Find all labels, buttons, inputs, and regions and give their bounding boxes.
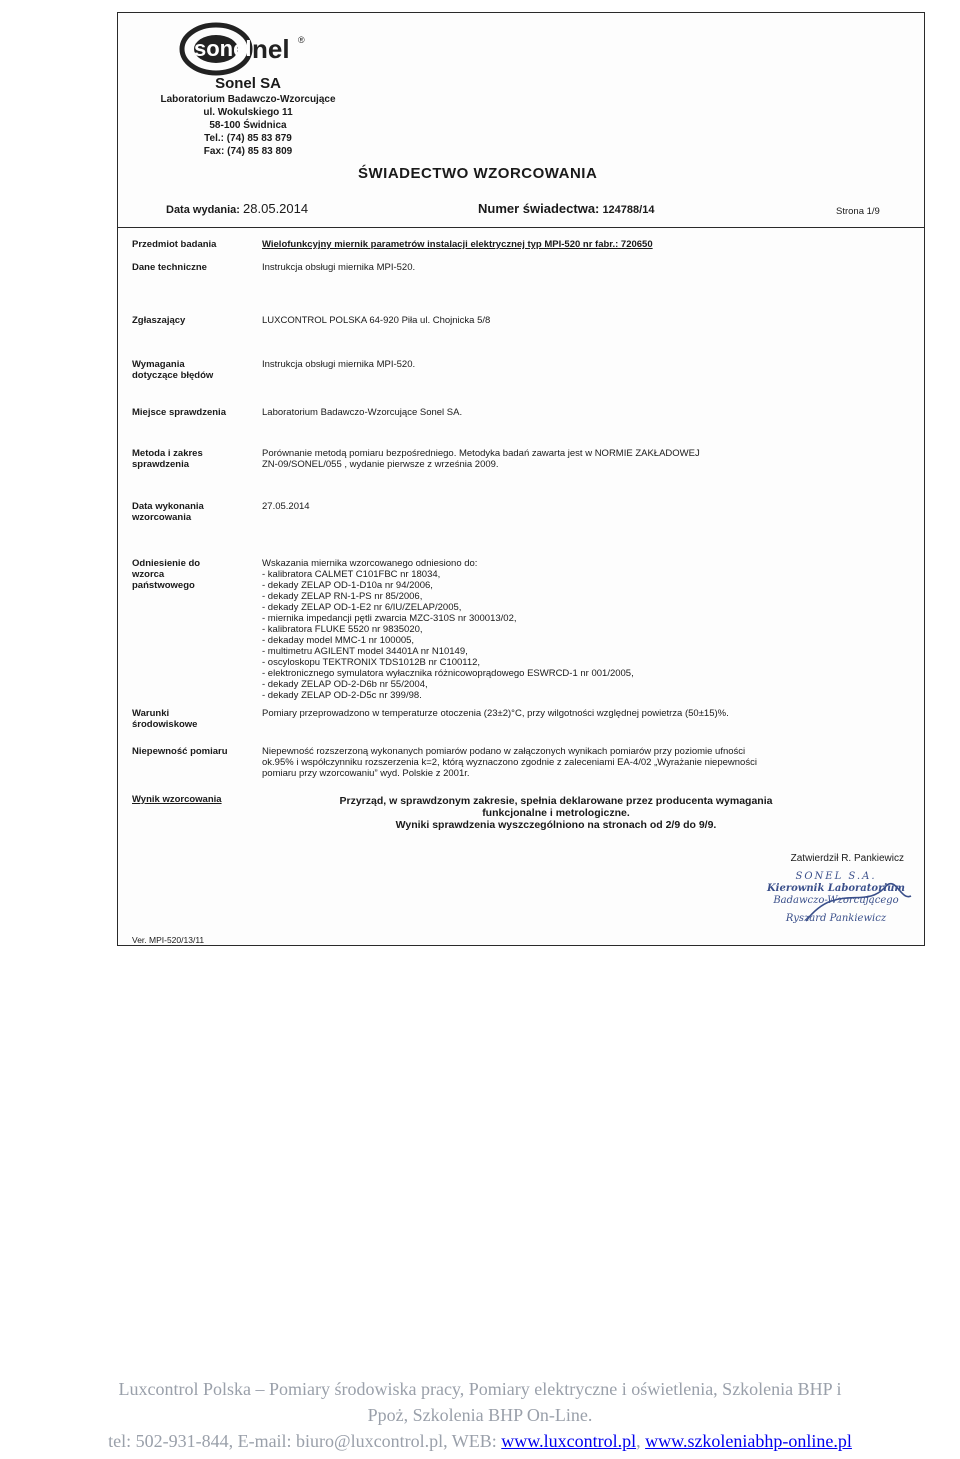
header-divider xyxy=(118,227,924,228)
company-name: Sonel SA xyxy=(215,75,281,92)
client-label: Zgłaszający xyxy=(132,315,186,326)
reference-item: - dekady ZELAP OD-2-D6b nr 55/2004, xyxy=(262,679,428,690)
footer-line-2: Ppoż, Szkolenia BHP On-Line. xyxy=(367,1405,593,1425)
environment-label: Warunki środowiskowe xyxy=(132,708,198,730)
reference-item: - dekaday model MMC-1 nr 100005, xyxy=(262,635,415,646)
place-label: Miejsce sprawdzenia xyxy=(132,407,226,418)
tech-label: Dane techniczne xyxy=(132,262,207,273)
issue-date-value: 28.05.2014 xyxy=(243,201,309,216)
svg-text:nel: nel xyxy=(252,34,290,64)
logo-text: sonel xyxy=(194,36,252,61)
method-value: Porównanie metodą pomiaru bezpośredniego. Metodyka badań zawarta jest w NORMIE ZAKŁADOWEJ ZN-09/SONEL/055 , wydanie pierwsze z września 2009. xyxy=(262,448,700,470)
issue-date xyxy=(166,201,308,216)
reference-item: - dekady ZELAP OD-2-D5c nr 399/98. xyxy=(262,690,422,701)
reference-intro: Wskazania miernika wzorcowanego odniesiono do: xyxy=(262,558,478,569)
document-title: ŚWIADECTWO WZORCOWANIA xyxy=(358,165,598,182)
certificate-number xyxy=(478,201,654,216)
city: 58-100 Świdnica xyxy=(209,120,287,131)
client-value: LUXCONTROL POLSKA 64-920 Piła ul. Chojnicka 5/8 xyxy=(262,315,491,326)
reference-item: - kalibratora CALMET C101FBC nr 18034, xyxy=(262,569,441,580)
reference-item: - miernika impedancji pętli zwarcia MZC-310S nr 300013/02, xyxy=(262,613,517,624)
footer-line-3: tel: 502-931-844, E-mail: biuro@luxcontrol.pl, WEB: www.luxcontrol.pl, www.szkoleniabhp-online.pl xyxy=(108,1431,852,1451)
svg-text:®: ® xyxy=(298,35,305,45)
handwritten-signature-icon xyxy=(736,871,936,943)
sonel-logo xyxy=(178,21,358,76)
street: ul. Wokulskiego 11 xyxy=(203,107,293,118)
szkoleniabhp-link[interactable]: www.szkoleniabhp-online.pl xyxy=(645,1431,852,1451)
footer-contact: tel: 502-931-844, E-mail: biuro@luxcontrol.pl, WEB: xyxy=(108,1431,497,1451)
issue-date-label: Data wydania: xyxy=(166,204,240,216)
company-address xyxy=(148,75,348,158)
luxcontrol-link[interactable]: www.luxcontrol.pl xyxy=(501,1431,637,1451)
result-text: Przyrząd, w sprawdzonym zakresie, spełnia deklarowane przez producenta wymagania funkcjonalne i metrologiczne. Wyniki sprawdzenia wyszczególniono na stronach od 2/9 do 9/9. xyxy=(339,795,773,831)
requirements-value: Instrukcja obsługi miernika MPI-520. xyxy=(262,359,416,370)
requirements-label: Wymagania dotyczące błędów xyxy=(132,359,214,381)
reference-item: - dekady ZELAP OD-1-D10a nr 94/2006, xyxy=(262,580,433,591)
reference-list xyxy=(262,558,910,701)
certificate-scan xyxy=(117,12,925,946)
method-label: Metoda i zakres sprawdzenia xyxy=(132,448,203,470)
exec-date-value: 27.05.2014 xyxy=(262,501,310,512)
environment-value: Pomiary przeprowadzono w temperaturze otoczenia (23±2)°C, przy wilgotności względnej powietrza (50±15)%. xyxy=(262,708,729,719)
lab-name: Laboratorium Badawczo-Wzorcujące xyxy=(160,94,336,105)
version-label: Ver. MPI-520/13/11 xyxy=(132,935,205,945)
uncertainty-label: Niepewność pomiaru xyxy=(132,746,228,757)
fax: Fax: (74) 85 83 809 xyxy=(203,146,293,157)
reference-item: - elektronicznego symulatora wyłacznika różnicowoprądowego ESWRCD-1 nr 001/2005, xyxy=(262,668,634,679)
approved-by: Zatwierdził R. Pankiewicz xyxy=(790,853,904,864)
phone: Tel.: (74) 85 83 879 xyxy=(204,133,292,144)
tech-value: Instrukcja obsługi miernika MPI-520. xyxy=(262,262,416,273)
exec-date-label: Data wykonania wzorcowania xyxy=(132,501,204,523)
reference-label: Odniesienie do wzorca państwowego xyxy=(132,558,201,591)
reference-item: - oscyloskopu TEKTRONIX TDS1012B nr C100112, xyxy=(262,657,481,668)
reference-item: - dekady ZELAP OD-1-E2 nr 6/IU/ZELAP/2005, xyxy=(262,602,462,613)
signature-stamp: SONEL S.A. Kierownik Laboratorium Badawczo-Wzorcującego Ryszard Pankiewicz xyxy=(736,871,936,943)
certificate-number-value: 124788/14 xyxy=(602,204,655,216)
certificate-number-label: Numer świadectwa: xyxy=(478,201,600,216)
result-label: Wynik wzorcowania xyxy=(132,794,222,805)
reference-item: - kalibratora FLUKE 5520 nr 9835020, xyxy=(262,624,423,635)
place-value: Laboratorium Badawczo-Wzorcujące Sonel SA. xyxy=(262,407,463,418)
subject-value: Wielofunkcyjny miernik parametrów instalacji elektrycznej typ MPI-520 nr fabr.: 720650 xyxy=(262,239,653,250)
uncertainty-value: Niepewność rozszerzoną wykonanych pomiarów podano w załączonych wynikach pomiarów przy poziomie ufności ok.95% i współczynniku rozszerzenia k=2, którą wyznaczono zgodnie z zaleceniami EA-4/02 „Wyrażanie niepewności pomiaru przy wzorcowaniu” wyd. Polskie z 2001r. xyxy=(262,746,757,779)
reference-item: - dekady ZELAP RN-1-PS nr 85/2006, xyxy=(262,591,423,602)
footer-line-1: Luxcontrol Polska – Pomiary środowiska pracy, Pomiary elektryczne i oświetlenia, Szkolenia BHP i xyxy=(118,1379,842,1399)
page-number: Strona 1/9 xyxy=(836,206,880,217)
subject-label: Przedmiot badania xyxy=(132,239,217,250)
reference-item: - multimetru AGILENT model 34401A nr N10149, xyxy=(262,646,468,657)
